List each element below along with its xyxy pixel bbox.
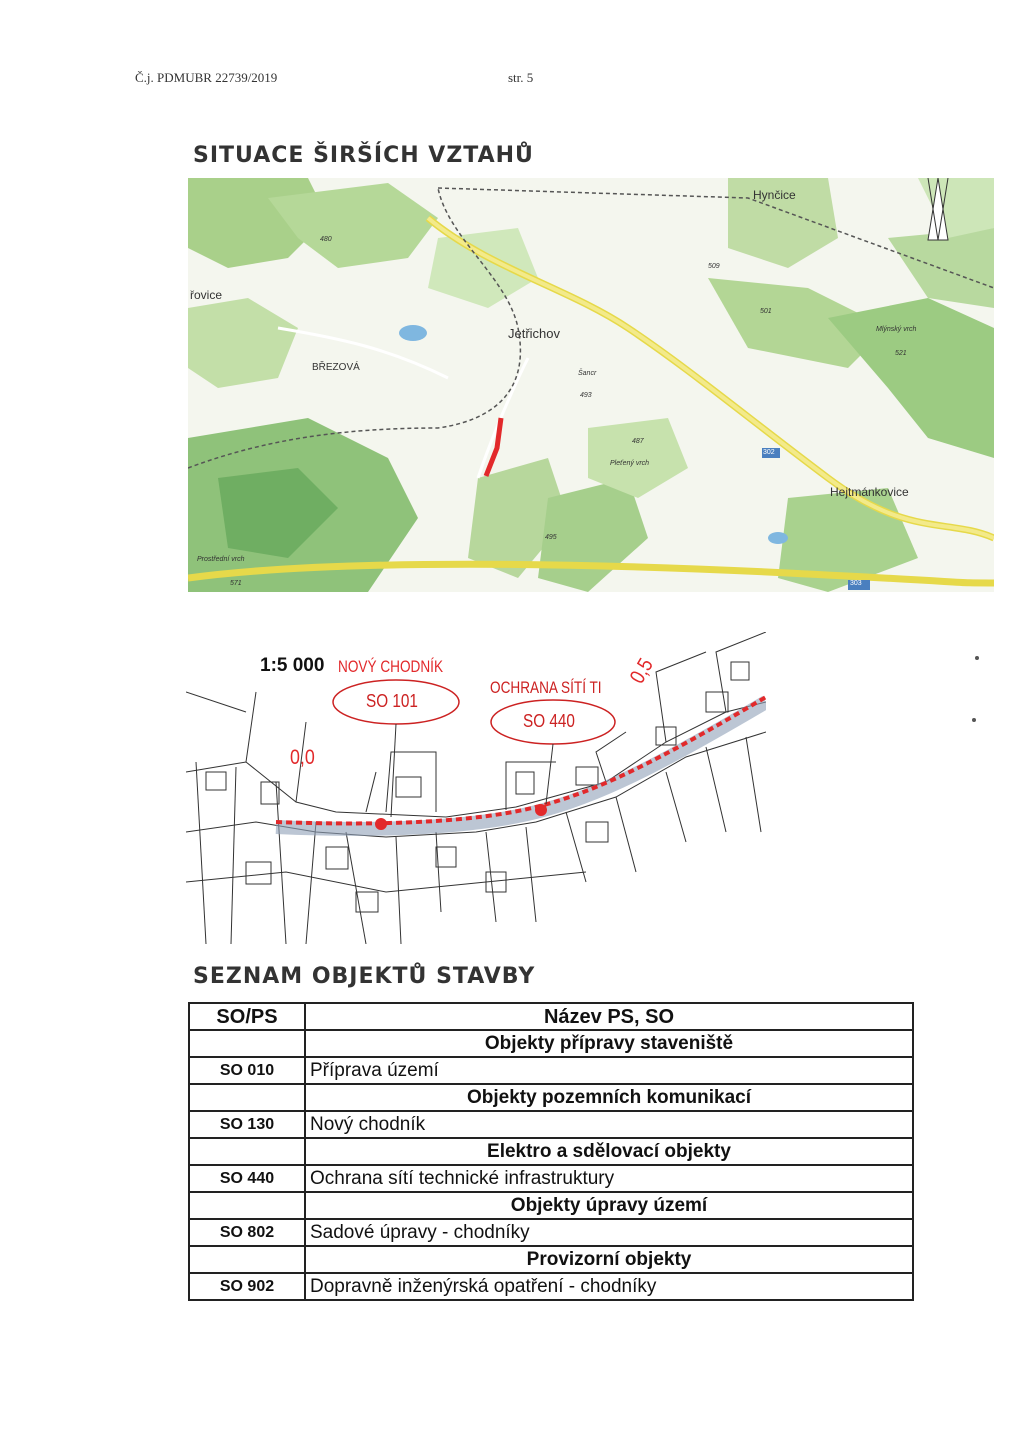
group-row — [189, 1084, 913, 1111]
object-code: SO 802 — [189, 1219, 305, 1246]
hill-label: Šancr — [578, 370, 597, 377]
empty-cell — [189, 1246, 305, 1273]
empty-cell — [189, 1084, 305, 1111]
page-number: str. 5 — [508, 70, 534, 85]
empty-cell — [189, 1030, 305, 1057]
km-start-label: 0,0 — [290, 746, 315, 769]
hill-label: Mlýnský vrch — [876, 326, 917, 333]
group-title: Objekty úpravy území — [305, 1192, 913, 1219]
group-row — [189, 1138, 913, 1165]
empty-cell — [189, 1192, 305, 1219]
height-label: 509 — [708, 263, 720, 270]
object-name: Nový chodník — [305, 1111, 913, 1138]
group-title: Elektro a sdělovací objekty — [305, 1138, 913, 1165]
group-title: Provizorní objekty — [305, 1246, 913, 1273]
height-label: 571 — [230, 580, 242, 587]
so101-label: SO 101 — [366, 691, 418, 711]
object-code: SO 902 — [189, 1273, 305, 1300]
height-label: 493 — [580, 392, 592, 399]
hill-label: Prostřední vrch — [197, 556, 245, 563]
place-label: řovice — [190, 288, 223, 302]
empty-cell — [189, 1138, 305, 1165]
object-name: Ochrana sítí technické infrastruktury — [305, 1165, 913, 1192]
height-label: 501 — [760, 308, 772, 315]
group-row — [189, 1246, 913, 1273]
place-label: BŘEZOVÁ — [312, 362, 360, 373]
object-code: SO 130 — [189, 1111, 305, 1138]
protection-label: OCHRANA SÍTÍ TI — [490, 678, 602, 697]
object-code: SO 440 — [189, 1165, 305, 1192]
object-name: Sadové úpravy - chodníky — [305, 1219, 913, 1246]
object-code: SO 010 — [189, 1057, 305, 1084]
scan-speck — [972, 718, 976, 722]
table-row — [189, 1165, 913, 1192]
place-label: Hynčice — [753, 188, 796, 202]
group-row — [189, 1030, 913, 1057]
column-header-name: Název PS, SO — [305, 1003, 913, 1030]
height-label: 487 — [632, 438, 644, 445]
km-end-label: 0,5 — [625, 654, 658, 688]
table-row — [189, 1111, 913, 1138]
table-row — [189, 1219, 913, 1246]
objects-table — [188, 1002, 914, 1301]
height-label: 495 — [545, 534, 557, 541]
column-header-code: SO/PS — [189, 1003, 305, 1030]
height-label: 521 — [895, 350, 907, 357]
map-scale: 1:5 000 — [260, 655, 325, 676]
so440-label: SO 440 — [523, 711, 575, 731]
group-title: Objekty pozemních komunikací — [305, 1084, 913, 1111]
scan-speck — [975, 656, 979, 660]
table-header-row — [189, 1003, 913, 1030]
group-title: Objekty přípravy staveniště — [305, 1030, 913, 1057]
road-number: 303 — [850, 580, 862, 587]
section-title-objects: SEZNAM OBJEKTŮ STAVBY — [193, 964, 536, 989]
object-name: Dopravně inženýrská opatření - chodníky — [305, 1273, 913, 1300]
overview-map — [188, 178, 994, 592]
detail-map — [186, 632, 766, 944]
height-label: 480 — [320, 236, 332, 243]
section-title-situation: SITUACE ŠIRŠÍCH VZTAHŮ — [193, 143, 534, 168]
table-row — [189, 1057, 913, 1084]
place-label: Jetřichov — [508, 326, 561, 341]
hill-label: Pleťený vrch — [610, 460, 650, 467]
road-number: 302 — [763, 449, 775, 456]
document-reference: Č.j. PDMUBR 22739/2019 — [135, 70, 278, 85]
place-label: Hejtmánkovice — [830, 485, 909, 499]
new-path-label: NOVÝ CHODNÍK — [338, 657, 444, 676]
object-name: Příprava území — [305, 1057, 913, 1084]
group-row — [189, 1192, 913, 1219]
table-row — [189, 1273, 913, 1300]
